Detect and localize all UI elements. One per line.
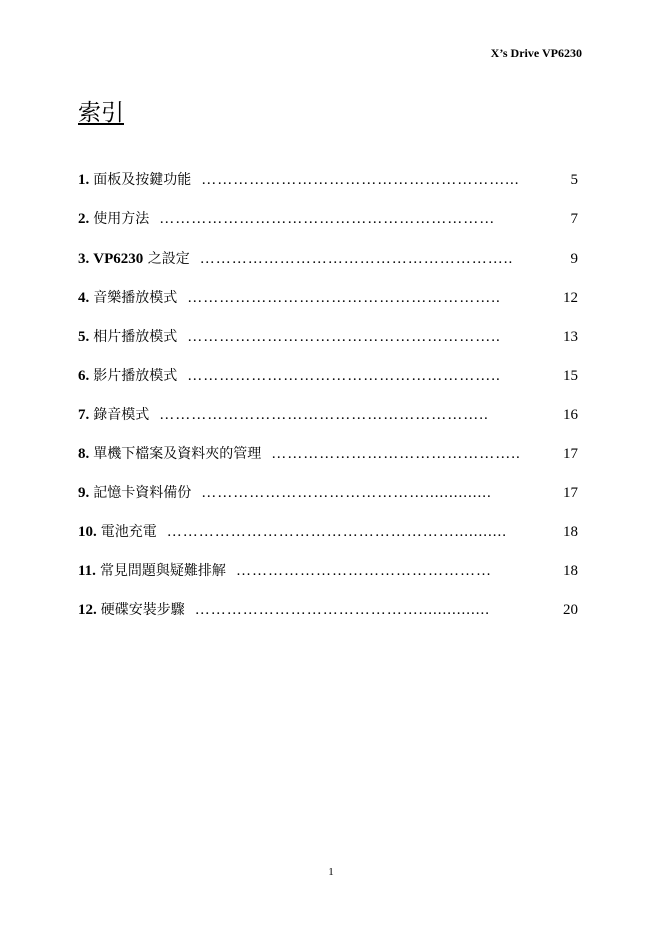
toc-entry-page: 13 — [563, 329, 578, 345]
toc-entry-leader: …………………………………………………….. — [159, 407, 489, 423]
toc-entry-number: 8. — [78, 446, 90, 462]
toc-entry-number: 5. — [78, 329, 90, 345]
toc-entry-11[interactable] — [78, 560, 578, 586]
toc-entry-leader: …………………………………….............. — [201, 485, 492, 501]
toc-entry-page: 17 — [563, 446, 578, 462]
toc-entry-2[interactable] — [78, 208, 578, 234]
toc-entry-page: 18 — [563, 524, 578, 540]
toc-entry-page: 5 — [570, 172, 578, 188]
toc-entry-label-group — [93, 248, 189, 268]
toc-entry-page: 7 — [570, 211, 578, 227]
toc-entry-number: 9. — [78, 485, 90, 501]
toc-entry-label: 單機下檔案及資料夾的管理 — [93, 446, 262, 462]
toc-entry-leader: ………………………………………………….. — [187, 368, 501, 384]
toc-entry-number: 12. — [78, 602, 97, 618]
toc-entry-label: 相片播放模式 — [93, 329, 178, 345]
toc-entry-label: 記憶卡資料備份 — [93, 485, 192, 501]
toc-entry-leader: ……………………………………............... — [194, 602, 490, 618]
toc-entry-label: 之設定 — [147, 251, 190, 267]
toc-entry-number: 1. — [78, 172, 90, 188]
toc-entry-leader: ………………………………………………….. — [187, 329, 501, 345]
toc-entry-1[interactable] — [78, 169, 578, 195]
toc-entry-label: 音樂播放模式 — [93, 290, 178, 306]
toc-entry-9[interactable] — [78, 482, 578, 508]
page-number: 1 — [328, 866, 334, 878]
toc-entry-label: 常見問題與疑難排解 — [99, 563, 226, 579]
toc-entry-leader: ……………………………………………………… — [159, 211, 496, 227]
toc-entry-page: 9 — [570, 251, 578, 267]
toc-entry-10[interactable] — [78, 521, 578, 547]
toc-entry-leader: ………………………………………… — [235, 563, 492, 579]
toc-entry-label-model: VP6230 — [93, 251, 144, 267]
toc-entry-page: 17 — [563, 485, 578, 501]
toc-entry-4[interactable] — [78, 287, 578, 313]
toc-entry-number: 10. — [78, 524, 97, 540]
toc-entry-8[interactable] — [78, 443, 578, 469]
toc-entry-number: 4. — [78, 290, 90, 306]
toc-entry-number: 11. — [78, 563, 96, 579]
toc-entry-leader: ………………………………………………........... — [166, 524, 507, 540]
toc-entry-label: 電池充電 — [100, 524, 157, 540]
toc-entry-page: 15 — [563, 368, 578, 384]
document-header: X’s Drive VP6230 — [490, 46, 582, 60]
toc-entry-leader: ……………………………………….. — [271, 446, 521, 462]
toc-entry-number: 2. — [78, 211, 90, 227]
toc-entry-number: 6. — [78, 368, 90, 384]
toc-entry-12[interactable] — [78, 599, 578, 625]
page-title: 索引 — [78, 100, 124, 126]
toc-entry-3[interactable] — [78, 248, 578, 274]
toc-entry-7[interactable] — [78, 404, 578, 430]
toc-entry-label: 使用方法 — [93, 211, 150, 227]
toc-entry-label: 影片播放模式 — [93, 368, 178, 384]
toc-entry-label: 面板及按鍵功能 — [93, 172, 192, 188]
toc-entry-label: 硬碟安裝步驟 — [100, 602, 185, 618]
toc-entry-label: 錄音模式 — [93, 407, 150, 423]
toc-entry-number: 7. — [78, 407, 90, 423]
toc-entry-page: 16 — [563, 407, 578, 423]
toc-entry-page: 18 — [563, 563, 578, 579]
toc-entry-number: 3. — [78, 251, 90, 267]
toc-entry-page: 12 — [563, 290, 578, 306]
toc-entry-leader: ………………………………………………….. — [199, 251, 514, 267]
toc-entry-page: 20 — [563, 602, 578, 618]
toc-entry-leader: ………………………………………………….. — [187, 290, 501, 306]
toc-entry-5[interactable] — [78, 326, 578, 352]
toc-entry-6[interactable] — [78, 365, 578, 391]
toc-entry-leader: …………………………………………………... — [201, 172, 520, 188]
